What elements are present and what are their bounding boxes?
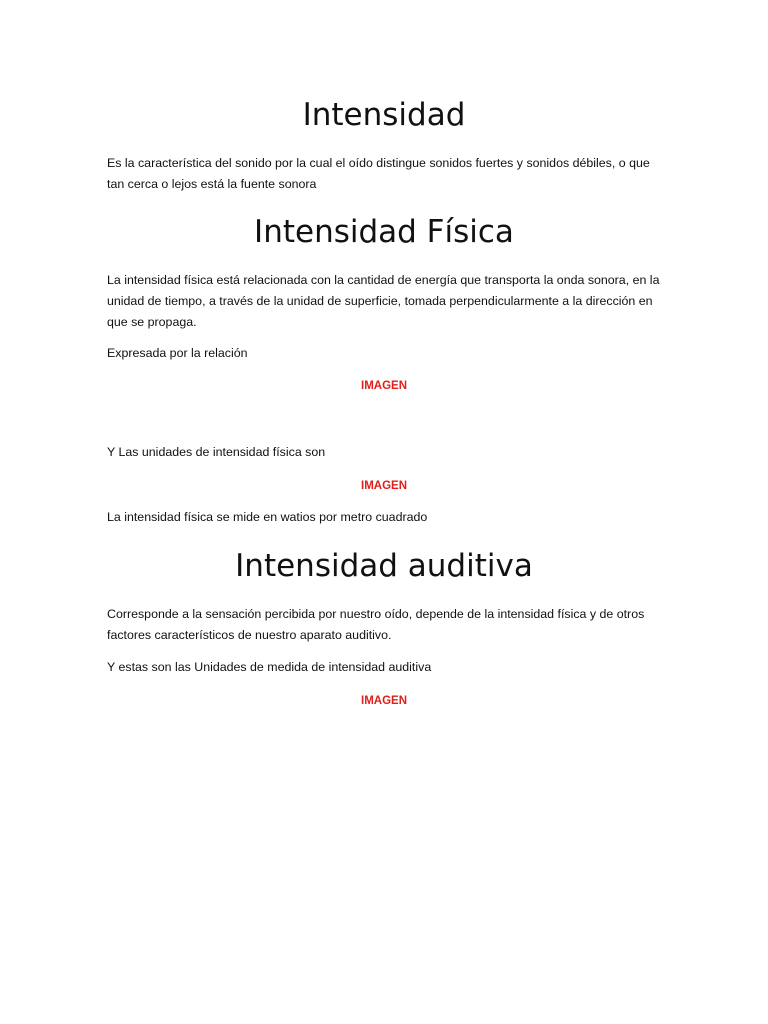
- paragraph-intensidad-auditiva-definition: Corresponde a la sensación percibida por nuestro oído, depende de la intensidad física y de otros factores característicos de nuestro aparato auditivo.: [107, 607, 645, 642]
- paragraph-unidades-auditiva: Y estas son las Unidades de medida de intensidad auditiva: [107, 660, 432, 674]
- paragraph-expresada: Expresada por la relación: [107, 346, 248, 360]
- image-placeholder-3: IMAGEN: [361, 695, 407, 707]
- image-placeholder-1: IMAGEN: [361, 380, 407, 392]
- heading-intensidad-auditiva: Intensidad auditiva: [235, 548, 533, 584]
- paragraph-intensidad-definition: Es la característica del sonido por la cual el oído distingue sonidos fuertes y sonidos débiles, o que tan cerca o lejos está la fuente sonora: [107, 156, 650, 191]
- heading-intensidad-fisica: Intensidad Física: [254, 214, 514, 250]
- heading-intensidad: Intensidad: [302, 97, 466, 133]
- paragraph-unidades-fisica: Y Las unidades de intensidad física son: [107, 445, 326, 459]
- image-placeholder-2: IMAGEN: [361, 480, 407, 492]
- paragraph-intensidad-fisica-definition: La intensidad física está relacionada con la cantidad de energía que transporta la onda sonora, en la unidad de tiempo, a través de la unidad de superficie, tomada perpendicularmente a la dirección en que se propaga.: [107, 273, 660, 329]
- paragraph-medida-fisica: La intensidad física se mide en watios por metro cuadrado: [107, 510, 428, 524]
